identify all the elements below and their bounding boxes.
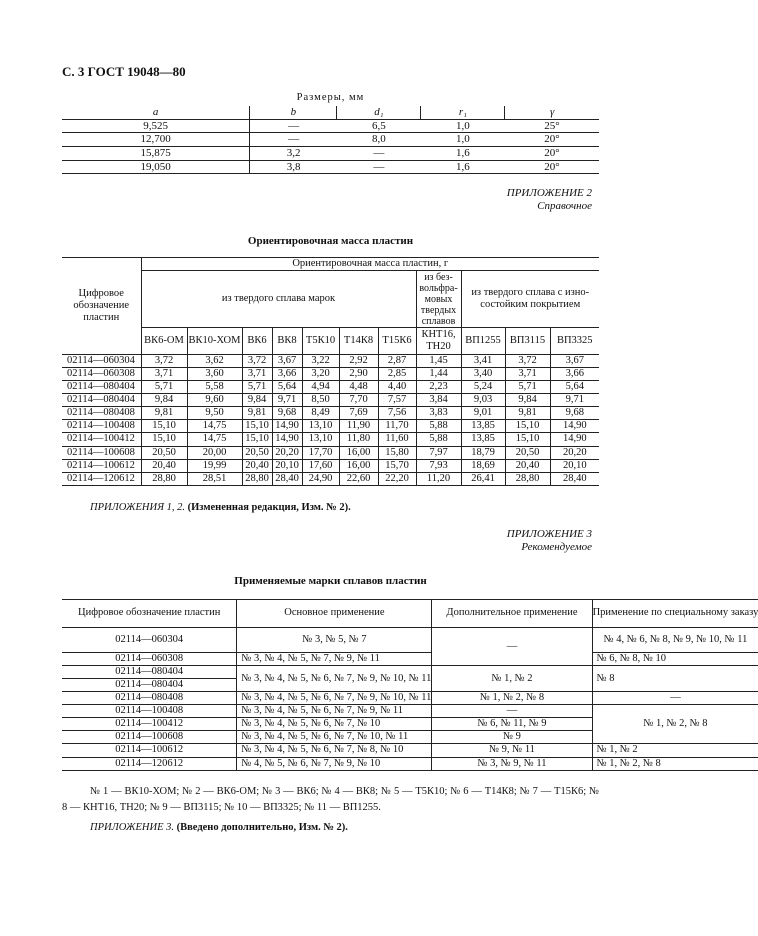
mass-value-cell: 15,80: [378, 446, 416, 459]
alloy-grades-table: [62, 599, 758, 771]
mass-value-cell: 15,10: [505, 420, 550, 433]
table1-header: b: [250, 106, 337, 119]
table-row: [62, 355, 599, 368]
mass-value-cell: 17,60: [302, 459, 339, 472]
cell: 02114—080404: [62, 666, 237, 679]
table1-header: a: [62, 106, 250, 119]
mass-value-cell: 3,67: [272, 355, 302, 368]
mass-value-cell: 18,79: [461, 446, 505, 459]
cell: —: [337, 146, 421, 160]
mass-value-cell: 20,10: [272, 459, 302, 472]
cell: 02114—120612: [62, 757, 237, 770]
mass-value-cell: 9,84: [141, 394, 187, 407]
cell: —: [250, 119, 337, 133]
mass-value-cell: 28,80: [505, 472, 550, 485]
cell: № 1, № 2, № 8: [592, 757, 758, 770]
mass-table-body: [62, 355, 599, 486]
cell: 20°: [505, 133, 599, 147]
cell: № 3, № 9, № 11: [432, 757, 592, 770]
cell: № 6, № 11, № 9: [432, 718, 592, 731]
mass-value-cell: 20,40: [242, 459, 272, 472]
mass-value-cell: 4,94: [302, 381, 339, 394]
mass-value-cell: 3,22: [302, 355, 339, 368]
mass-value-cell: 11,60: [378, 433, 416, 446]
note1-text: (Измененная редакция, Изм. № 2).: [187, 502, 351, 513]
appendix3-subtitle: Рекомендуемое: [521, 541, 592, 553]
cell: 20°: [505, 146, 599, 160]
table-row: [62, 381, 599, 394]
mass-value-cell: 4,48: [339, 381, 378, 394]
cell: 1,6: [421, 146, 505, 160]
plate-code-cell: 02114—060304: [62, 355, 141, 368]
cell: 12,700: [62, 133, 250, 147]
mass-value-cell: 11,20: [416, 472, 461, 485]
table-row: [62, 653, 758, 666]
mass-value-cell: 3,83: [416, 407, 461, 420]
grade-header: ВК10-ХОМ: [187, 328, 242, 355]
t3-header-special: Применение по специальному заказу: [592, 600, 758, 628]
cell: № 3, № 4, № 5, № 6, № 7, № 9, № 10, № 11: [237, 692, 432, 705]
mass-value-cell: 18,69: [461, 459, 505, 472]
mass-value-cell: 7,97: [416, 446, 461, 459]
grade-header: ВК6: [242, 328, 272, 355]
mass-value-cell: 22,20: [378, 472, 416, 485]
mass-value-cell: 8,49: [302, 407, 339, 420]
t3-header-code: Цифровое обозначение пластин: [62, 600, 237, 628]
cell: № 8: [592, 666, 758, 692]
mass-value-cell: 20,20: [550, 446, 599, 459]
mass-value-cell: 3,62: [187, 355, 242, 368]
cell: № 3, № 5, № 7: [237, 628, 432, 653]
table-row: [62, 119, 599, 133]
t3-header-additional: Дополнительное применение: [432, 600, 592, 628]
grade-header: ВП3115: [505, 328, 550, 355]
plate-code-cell: 02114—080404: [62, 381, 141, 394]
cell: 02114—100608: [62, 731, 237, 744]
mass-value-cell: 14,90: [550, 420, 599, 433]
table-row: [62, 446, 599, 459]
mass-value-cell: 3,67: [550, 355, 599, 368]
mass-value-cell: 3,72: [505, 355, 550, 368]
mass-value-cell: 5,24: [461, 381, 505, 394]
mass-value-cell: 9,81: [505, 407, 550, 420]
table2-title: Ориентировочная масса пластин: [247, 235, 414, 247]
cell: 02114—100612: [62, 744, 237, 757]
cell: —: [337, 160, 421, 174]
mass-value-cell: 4,40: [378, 381, 416, 394]
table-row: [62, 472, 599, 485]
cell: 3,8: [250, 160, 337, 174]
mass-value-cell: 11,90: [339, 420, 378, 433]
table-row: [62, 459, 599, 472]
mass-value-cell: 9,84: [505, 394, 550, 407]
mass-value-cell: 22,60: [339, 472, 378, 485]
mass-value-cell: 5,71: [242, 381, 272, 394]
cell: № 9: [432, 731, 592, 744]
mass-value-cell: 9,84: [242, 394, 272, 407]
group-coated: из твердого сплава с изно- состойким покрытием: [461, 271, 599, 328]
group-tungstenless: из без- вольфра- мовых твердых сплавов: [416, 271, 461, 328]
mass-value-cell: 3,60: [187, 368, 242, 381]
cell: 1,6: [421, 160, 505, 174]
mass-value-cell: 9,03: [461, 394, 505, 407]
mass-value-cell: 14,75: [187, 420, 242, 433]
mass-value-cell: 3,66: [272, 368, 302, 381]
cell: —: [432, 628, 592, 666]
mass-value-cell: 15,10: [141, 433, 187, 446]
mass-value-cell: 5,88: [416, 433, 461, 446]
mass-value-cell: 5,58: [187, 381, 242, 394]
mass-value-cell: 14,75: [187, 433, 242, 446]
table-row: [62, 407, 599, 420]
cell: № 9, № 11: [432, 744, 592, 757]
mass-value-cell: 16,00: [339, 446, 378, 459]
mass-value-cell: 8,50: [302, 394, 339, 407]
page-header: С. 3 ГОСТ 19048—80: [62, 64, 186, 79]
mass-value-cell: 15,10: [242, 420, 272, 433]
mass-value-cell: 3,41: [461, 355, 505, 368]
cell: 02114—080404: [62, 679, 237, 692]
table-row: [62, 705, 758, 718]
cell: —: [432, 705, 592, 718]
mass-value-cell: 15,10: [242, 433, 272, 446]
note-appendix-3: [90, 822, 348, 833]
mass-value-cell: 24,90: [302, 472, 339, 485]
mass-value-cell: 3,72: [141, 355, 187, 368]
mass-value-cell: 28,80: [242, 472, 272, 485]
note-appendix-1-2: [90, 502, 351, 513]
mass-value-cell: 9,01: [461, 407, 505, 420]
mass-value-cell: 2,85: [378, 368, 416, 381]
cell: —: [592, 692, 758, 705]
mass-value-cell: 5,64: [550, 381, 599, 394]
table-row: [62, 757, 758, 770]
cell: 15,875: [62, 146, 250, 160]
cell: 02114—060308: [62, 653, 237, 666]
grade-header: ВП3325: [550, 328, 599, 355]
mass-value-cell: 3,71: [505, 368, 550, 381]
mass-value-cell: 11,70: [378, 420, 416, 433]
table-row: [62, 744, 758, 757]
table1-header: d₁: [337, 106, 421, 119]
table1-header: r₁: [421, 106, 505, 119]
mass-value-cell: 17,70: [302, 446, 339, 459]
mass-value-cell: 15,70: [378, 459, 416, 472]
cell: —: [250, 133, 337, 147]
mass-value-cell: 2,87: [378, 355, 416, 368]
cell: № 3, № 4, № 5, № 6, № 7, № 9, № 11: [237, 705, 432, 718]
mass-value-cell: 13,10: [302, 433, 339, 446]
appendix2-title: ПРИЛОЖЕНИЕ 2: [506, 187, 592, 199]
mass-value-cell: 9,81: [141, 407, 187, 420]
mass-value-cell: 19,99: [187, 459, 242, 472]
mass-value-cell: 3,40: [461, 368, 505, 381]
alloy-legend: № 1 — ВК10-ХОМ; № 2 — ВК6-ОМ; № 3 — ВК6; № 4 — ВК8; № 5 — Т5К10; № 6 — Т14К8; № 7 — Т15К6; № 8 — КНТ16, ТН20; № 9 — ВП3115; № 10 — ВП3325; № 11 — ВП1255.: [62, 786, 599, 813]
cell: № 1, № 2, № 8: [432, 692, 592, 705]
cell: № 3, № 4, № 5, № 7, № 9, № 11: [237, 653, 432, 666]
cell: № 1, № 2, № 8: [592, 705, 758, 744]
mass-value-cell: 3,72: [242, 355, 272, 368]
group-hard-alloy: из твердого сплава марок: [141, 271, 416, 328]
grade-header: Т14К8: [339, 328, 378, 355]
mass-value-cell: 5,71: [505, 381, 550, 394]
plate-code-cell: 02114—100408: [62, 420, 141, 433]
table3-title: Применяемые марки сплавов пластин: [234, 575, 427, 587]
cell: № 3, № 4, № 5, № 6, № 7, № 10, № 11: [237, 731, 432, 744]
mass-value-cell: 14,90: [550, 433, 599, 446]
appendix2-subtitle: Справочное: [537, 200, 592, 212]
cell: 02114—100412: [62, 718, 237, 731]
mass-value-cell: 20,50: [505, 446, 550, 459]
mass-value-cell: 1,44: [416, 368, 461, 381]
mass-value-cell: 13,85: [461, 433, 505, 446]
col-head-code: Цифровое обозначение пластин: [62, 258, 141, 355]
mass-value-cell: 14,90: [272, 420, 302, 433]
plate-code-cell: 02114—060308: [62, 368, 141, 381]
mass-value-cell: 7,57: [378, 394, 416, 407]
mass-value-cell: 7,93: [416, 459, 461, 472]
appendix3-title: ПРИЛОЖЕНИЕ 3: [506, 528, 592, 540]
mass-value-cell: 9,81: [242, 407, 272, 420]
table-row: [62, 368, 599, 381]
mass-value-cell: 28,40: [550, 472, 599, 485]
mass-value-cell: 7,56: [378, 407, 416, 420]
table-row: [62, 146, 599, 160]
plate-code-cell: 02114—080404: [62, 394, 141, 407]
cell: 8,0: [337, 133, 421, 147]
cell: № 3, № 4, № 5, № 6, № 7, № 9, № 10, № 11: [237, 666, 432, 692]
t3-header-main: Основное применение: [237, 600, 432, 628]
plate-code-cell: 02114—080408: [62, 407, 141, 420]
table1-header: γ: [505, 106, 599, 119]
cell: 6,5: [337, 119, 421, 133]
mass-value-cell: 2,23: [416, 381, 461, 394]
cell: 1,0: [421, 119, 505, 133]
cell: 9,525: [62, 119, 250, 133]
cell: 3,2: [250, 146, 337, 160]
plate-code-cell: 02114—100412: [62, 433, 141, 446]
cell: № 1, № 2: [432, 666, 592, 692]
grade-header: ВК6-ОМ: [141, 328, 187, 355]
mass-value-cell: 28,40: [272, 472, 302, 485]
grade-header: ВП1255: [461, 328, 505, 355]
mass-value-cell: 15,10: [141, 420, 187, 433]
cell: № 3, № 4, № 5, № 6, № 7, № 8, № 10: [237, 744, 432, 757]
mass-value-cell: 5,71: [141, 381, 187, 394]
plate-code-cell: 02114—120612: [62, 472, 141, 485]
mass-value-cell: 20,50: [242, 446, 272, 459]
mass-value-cell: 5,88: [416, 420, 461, 433]
grade-header: КНТ16, ТН20: [416, 328, 461, 355]
cell: № 4, № 6, № 8, № 9, № 10, № 11: [592, 628, 758, 653]
cell: № 4, № 5, № 6, № 7, № 9, № 10: [237, 757, 432, 770]
cell: 20°: [505, 160, 599, 174]
note2-lead: ПРИЛОЖЕНИЕ 3.: [90, 822, 174, 833]
grade-header: ВК8: [272, 328, 302, 355]
table-row: [62, 394, 599, 407]
table-row: [62, 133, 599, 147]
cell: № 3, № 4, № 5, № 6, № 7, № 10: [237, 718, 432, 731]
table-row: [62, 628, 758, 653]
mass-value-cell: 28,51: [187, 472, 242, 485]
mass-value-cell: 15,10: [505, 433, 550, 446]
note1-lead: ПРИЛОЖЕНИЯ 1, 2.: [90, 502, 185, 513]
cell: 02114—080408: [62, 692, 237, 705]
mass-value-cell: 13,85: [461, 420, 505, 433]
mass-value-cell: 1,45: [416, 355, 461, 368]
mass-value-cell: 20,00: [187, 446, 242, 459]
mass-value-cell: 2,92: [339, 355, 378, 368]
plate-code-cell: 02114—100612: [62, 459, 141, 472]
mass-value-cell: 20,40: [505, 459, 550, 472]
grade-header: Т15К6: [378, 328, 416, 355]
mass-value-cell: 3,71: [242, 368, 272, 381]
mass-table: [62, 257, 599, 486]
note2-text: (Введено дополнительно, Изм. № 2).: [176, 822, 348, 833]
grade-header: Т5К10: [302, 328, 339, 355]
mass-value-cell: 28,80: [141, 472, 187, 485]
mass-value-cell: 3,71: [141, 368, 187, 381]
mass-value-cell: 9,50: [187, 407, 242, 420]
mass-value-cell: 20,10: [550, 459, 599, 472]
mass-value-cell: 2,90: [339, 368, 378, 381]
mass-value-cell: 3,66: [550, 368, 599, 381]
cell: 19,050: [62, 160, 250, 174]
mass-value-cell: 3,20: [302, 368, 339, 381]
mass-value-cell: 20,50: [141, 446, 187, 459]
mass-value-cell: 9,71: [550, 394, 599, 407]
table-row: [62, 666, 758, 679]
cell: 02114—100408: [62, 705, 237, 718]
table-row: [62, 420, 599, 433]
mass-value-cell: 9,68: [272, 407, 302, 420]
cell: № 6, № 8, № 10: [592, 653, 758, 666]
mass-value-cell: 26,41: [461, 472, 505, 485]
dimensions-table: [62, 106, 599, 174]
cell: 02114—060304: [62, 628, 237, 653]
mass-value-cell: 9,68: [550, 407, 599, 420]
col-head-mass: Ориентировочная масса пластин, г: [141, 258, 599, 271]
table-row: [62, 692, 758, 705]
plate-code-cell: 02114—100608: [62, 446, 141, 459]
dimensions-caption: Размеры, мм: [296, 92, 365, 103]
mass-value-cell: 7,69: [339, 407, 378, 420]
mass-value-cell: 5,64: [272, 381, 302, 394]
mass-value-cell: 16,00: [339, 459, 378, 472]
mass-value-cell: 11,80: [339, 433, 378, 446]
table-row: [62, 160, 599, 174]
mass-value-cell: 20,20: [272, 446, 302, 459]
cell: № 1, № 2: [592, 744, 758, 757]
cell: 25°: [505, 119, 599, 133]
cell: 1,0: [421, 133, 505, 147]
mass-value-cell: 3,84: [416, 394, 461, 407]
mass-value-cell: 9,71: [272, 394, 302, 407]
mass-value-cell: 9,60: [187, 394, 242, 407]
mass-value-cell: 14,90: [272, 433, 302, 446]
mass-value-cell: 13,10: [302, 420, 339, 433]
mass-value-cell: 7,70: [339, 394, 378, 407]
mass-value-cell: 20,40: [141, 459, 187, 472]
table-row: [62, 433, 599, 446]
